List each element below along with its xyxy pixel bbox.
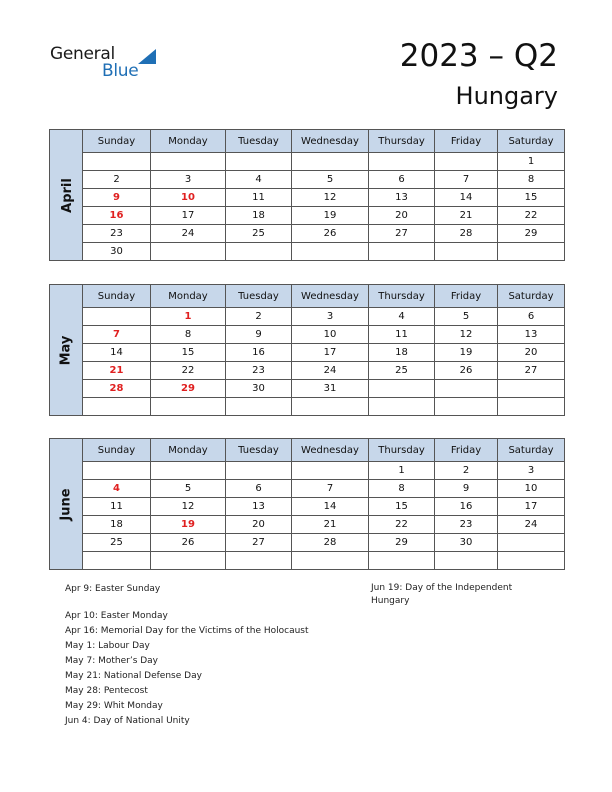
day-cell: 9 bbox=[83, 189, 151, 207]
week-row bbox=[50, 498, 565, 516]
week-row bbox=[50, 398, 565, 416]
day-cell: 31 bbox=[292, 380, 369, 398]
day-cell: 19 bbox=[435, 344, 498, 362]
day-cell bbox=[369, 398, 435, 416]
week-row bbox=[50, 534, 565, 552]
day-cell bbox=[369, 380, 435, 398]
weekday-header: Thursday bbox=[369, 130, 435, 153]
day-cell: 8 bbox=[151, 326, 226, 344]
day-cell bbox=[151, 552, 226, 570]
day-cell: 28 bbox=[292, 534, 369, 552]
day-cell bbox=[498, 398, 565, 416]
day-cell: 9 bbox=[226, 326, 292, 344]
week-row bbox=[50, 308, 565, 326]
day-cell bbox=[435, 153, 498, 171]
weekday-header: Thursday bbox=[369, 439, 435, 462]
weekday-header: Wednesday bbox=[292, 130, 369, 153]
holiday-note: Apr 10: Easter Monday bbox=[65, 611, 168, 621]
day-cell: 26 bbox=[435, 362, 498, 380]
weekday-header: Sunday bbox=[83, 285, 151, 308]
day-cell: 10 bbox=[292, 326, 369, 344]
day-cell: 21 bbox=[83, 362, 151, 380]
page-title: 2023 – Q2 bbox=[399, 38, 558, 74]
day-cell bbox=[369, 153, 435, 171]
weekday-header: Saturday bbox=[498, 285, 565, 308]
week-row bbox=[50, 153, 565, 171]
day-cell: 20 bbox=[226, 516, 292, 534]
day-cell: 29 bbox=[151, 380, 226, 398]
day-cell: 3 bbox=[292, 308, 369, 326]
day-cell bbox=[435, 380, 498, 398]
day-cell: 19 bbox=[292, 207, 369, 225]
day-cell bbox=[83, 398, 151, 416]
calendar-april bbox=[49, 129, 565, 261]
day-cell: 25 bbox=[83, 534, 151, 552]
holiday-note: Jun 19: Day of the Independent Hungary bbox=[371, 583, 513, 606]
month-name: June bbox=[58, 487, 74, 521]
day-cell: 4 bbox=[226, 171, 292, 189]
day-cell: 14 bbox=[435, 189, 498, 207]
week-row bbox=[50, 362, 565, 380]
day-cell: 16 bbox=[226, 344, 292, 362]
day-cell: 7 bbox=[292, 480, 369, 498]
day-cell: 6 bbox=[226, 480, 292, 498]
week-row bbox=[50, 171, 565, 189]
weekday-header: Tuesday bbox=[226, 285, 292, 308]
day-cell bbox=[435, 398, 498, 416]
day-cell bbox=[292, 243, 369, 261]
day-cell bbox=[498, 552, 565, 570]
month-label bbox=[50, 130, 83, 261]
day-cell: 1 bbox=[369, 462, 435, 480]
day-cell: 11 bbox=[226, 189, 292, 207]
day-cell: 21 bbox=[292, 516, 369, 534]
month-name: May bbox=[58, 335, 74, 365]
day-cell: 27 bbox=[498, 362, 565, 380]
day-cell bbox=[226, 552, 292, 570]
day-cell bbox=[498, 534, 565, 552]
weekday-header: Friday bbox=[435, 130, 498, 153]
day-cell: 25 bbox=[226, 225, 292, 243]
day-cell: 24 bbox=[292, 362, 369, 380]
day-cell: 22 bbox=[498, 207, 565, 225]
week-row bbox=[50, 380, 565, 398]
day-cell: 12 bbox=[435, 326, 498, 344]
day-cell: 7 bbox=[435, 171, 498, 189]
weekday-header: Wednesday bbox=[292, 439, 369, 462]
calendar-june bbox=[49, 438, 565, 570]
day-cell bbox=[151, 398, 226, 416]
week-row bbox=[50, 243, 565, 261]
day-cell: 15 bbox=[151, 344, 226, 362]
day-cell: 11 bbox=[83, 498, 151, 516]
day-cell: 27 bbox=[226, 534, 292, 552]
day-cell: 28 bbox=[83, 380, 151, 398]
day-cell: 28 bbox=[435, 225, 498, 243]
weekday-header: Monday bbox=[151, 130, 226, 153]
day-cell: 20 bbox=[498, 344, 565, 362]
day-cell: 29 bbox=[369, 534, 435, 552]
weekday-header: Saturday bbox=[498, 130, 565, 153]
holiday-note bbox=[65, 597, 309, 609]
day-cell: 2 bbox=[435, 462, 498, 480]
day-cell: 10 bbox=[151, 189, 226, 207]
logo-word-blue: Blue bbox=[102, 61, 139, 81]
day-cell bbox=[292, 552, 369, 570]
week-row bbox=[50, 516, 565, 534]
holiday-note: Jun 4: Day of National Unity bbox=[65, 716, 190, 726]
day-cell: 17 bbox=[498, 498, 565, 516]
day-cell: 25 bbox=[369, 362, 435, 380]
day-cell bbox=[151, 243, 226, 261]
holiday-note: Apr 16: Memorial Day for the Victims of the Holocaust bbox=[65, 626, 309, 636]
day-cell: 5 bbox=[151, 480, 226, 498]
day-cell: 23 bbox=[83, 225, 151, 243]
week-row bbox=[50, 552, 565, 570]
day-cell bbox=[83, 153, 151, 171]
day-cell: 2 bbox=[83, 171, 151, 189]
weekday-header: Monday bbox=[151, 439, 226, 462]
weekday-header: Tuesday bbox=[226, 439, 292, 462]
day-cell: 14 bbox=[83, 344, 151, 362]
day-cell: 20 bbox=[369, 207, 435, 225]
holiday-note: May 28: Pentecost bbox=[65, 686, 148, 696]
week-row bbox=[50, 462, 565, 480]
month-label bbox=[50, 285, 83, 416]
weekday-header: Saturday bbox=[498, 439, 565, 462]
weekday-header: Sunday bbox=[83, 439, 151, 462]
day-cell: 12 bbox=[292, 189, 369, 207]
day-cell bbox=[83, 308, 151, 326]
holiday-notes-right bbox=[371, 582, 541, 608]
day-cell bbox=[226, 462, 292, 480]
logo-word-general: General bbox=[50, 44, 115, 64]
day-cell bbox=[369, 552, 435, 570]
day-cell bbox=[435, 243, 498, 261]
holiday-note: May 7: Mother’s Day bbox=[65, 656, 159, 666]
day-cell: 17 bbox=[151, 207, 226, 225]
day-cell bbox=[151, 462, 226, 480]
day-cell: 13 bbox=[369, 189, 435, 207]
day-cell: 5 bbox=[292, 171, 369, 189]
day-cell: 1 bbox=[498, 153, 565, 171]
day-cell: 29 bbox=[498, 225, 565, 243]
day-cell: 26 bbox=[292, 225, 369, 243]
country-title: Hungary bbox=[455, 82, 558, 110]
day-cell bbox=[435, 552, 498, 570]
day-cell: 22 bbox=[369, 516, 435, 534]
weekday-header: Thursday bbox=[369, 285, 435, 308]
day-cell: 14 bbox=[292, 498, 369, 516]
day-cell: 16 bbox=[83, 207, 151, 225]
week-row bbox=[50, 344, 565, 362]
day-cell: 30 bbox=[226, 380, 292, 398]
calendar-may bbox=[49, 284, 565, 416]
day-cell: 18 bbox=[226, 207, 292, 225]
day-cell: 24 bbox=[151, 225, 226, 243]
day-cell: 24 bbox=[498, 516, 565, 534]
weekday-header: Friday bbox=[435, 285, 498, 308]
week-row bbox=[50, 207, 565, 225]
day-cell: 11 bbox=[369, 326, 435, 344]
day-cell: 16 bbox=[435, 498, 498, 516]
weekday-header: Monday bbox=[151, 285, 226, 308]
weekday-header: Wednesday bbox=[292, 285, 369, 308]
month-name: April bbox=[59, 177, 75, 213]
day-cell bbox=[292, 398, 369, 416]
weekday-header: Sunday bbox=[83, 130, 151, 153]
day-cell bbox=[498, 380, 565, 398]
day-cell: 30 bbox=[435, 534, 498, 552]
day-cell bbox=[226, 398, 292, 416]
day-cell bbox=[369, 243, 435, 261]
generalblue-logo bbox=[50, 44, 150, 84]
holiday-note: May 29: Whit Monday bbox=[65, 701, 163, 711]
day-cell: 9 bbox=[435, 480, 498, 498]
day-cell bbox=[151, 153, 226, 171]
day-cell: 18 bbox=[369, 344, 435, 362]
day-cell: 12 bbox=[151, 498, 226, 516]
day-cell: 19 bbox=[151, 516, 226, 534]
day-cell: 30 bbox=[83, 243, 151, 261]
day-cell: 26 bbox=[151, 534, 226, 552]
day-cell: 18 bbox=[83, 516, 151, 534]
month-label bbox=[50, 439, 83, 570]
day-cell: 15 bbox=[498, 189, 565, 207]
day-cell: 13 bbox=[498, 326, 565, 344]
week-row bbox=[50, 326, 565, 344]
holiday-notes-left bbox=[65, 582, 309, 729]
day-cell: 23 bbox=[226, 362, 292, 380]
day-cell bbox=[226, 153, 292, 171]
day-cell: 4 bbox=[369, 308, 435, 326]
day-cell bbox=[292, 462, 369, 480]
day-cell bbox=[83, 462, 151, 480]
day-cell bbox=[83, 552, 151, 570]
logo-triangle-icon bbox=[138, 49, 156, 64]
day-cell: 27 bbox=[369, 225, 435, 243]
day-cell: 5 bbox=[435, 308, 498, 326]
day-cell bbox=[498, 243, 565, 261]
holiday-note: Apr 9: Easter Sunday bbox=[65, 584, 161, 594]
weekday-header: Friday bbox=[435, 439, 498, 462]
day-cell: 6 bbox=[498, 308, 565, 326]
day-cell: 1 bbox=[151, 308, 226, 326]
day-cell: 17 bbox=[292, 344, 369, 362]
day-cell: 22 bbox=[151, 362, 226, 380]
week-row bbox=[50, 480, 565, 498]
day-cell: 21 bbox=[435, 207, 498, 225]
day-cell: 8 bbox=[369, 480, 435, 498]
day-cell: 8 bbox=[498, 171, 565, 189]
day-cell: 13 bbox=[226, 498, 292, 516]
day-cell: 4 bbox=[83, 480, 151, 498]
day-cell: 15 bbox=[369, 498, 435, 516]
day-cell bbox=[292, 153, 369, 171]
holiday-note: May 1: Labour Day bbox=[65, 641, 150, 651]
week-row bbox=[50, 225, 565, 243]
day-cell: 10 bbox=[498, 480, 565, 498]
day-cell: 3 bbox=[498, 462, 565, 480]
day-cell bbox=[226, 243, 292, 261]
day-cell: 23 bbox=[435, 516, 498, 534]
week-row bbox=[50, 189, 565, 207]
day-cell: 6 bbox=[369, 171, 435, 189]
day-cell: 3 bbox=[151, 171, 226, 189]
holiday-note: May 21: National Defense Day bbox=[65, 671, 202, 681]
day-cell: 7 bbox=[83, 326, 151, 344]
day-cell: 2 bbox=[226, 308, 292, 326]
weekday-header: Tuesday bbox=[226, 130, 292, 153]
